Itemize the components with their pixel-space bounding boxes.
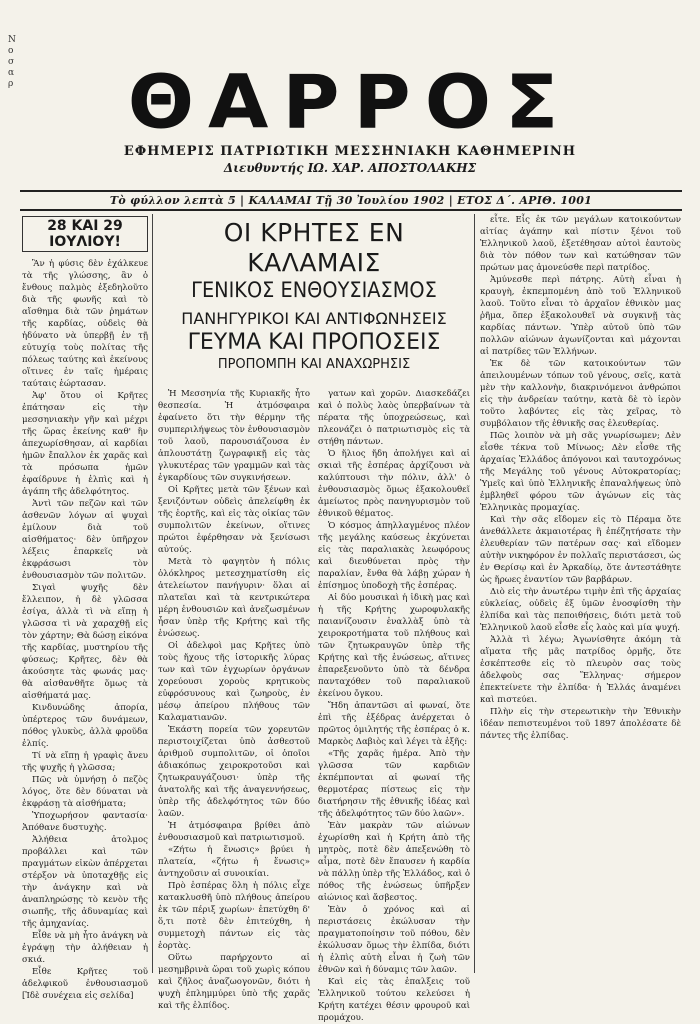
paragraph: Καὶ τὴν σᾶς εἴδομεν εἰς τὸ Πέραμα ὅτε ἀνεθάλλετε ἀκμαιοτέρας ἢ ἐπέζητήσατε τὴν ἐλευθερίαν τῶν πατέρων σας· καὶ εἴδομεν αὐτὴν νικηφόρον ἐν πολλαῖς περιστάσεσι, ὡς ἐν Θερίσῳ καὶ ἐν Ἀρκαδίῳ, ὅτε ἀντεστάθητε ὡς ἥρωες ἐναντίον τῶν βαρβάρων.: [480, 515, 681, 585]
paragraph: Ἐκάστη πορεία τῶν χορευτῶν περιστοιχίζεται ὑπὸ ἀσθεστοῦ ἀριθμοῦ συμπολιτῶν, οἱ ὁποῖοι ἀδιακόπως χειροκροτοῦσι καὶ ζητωκραυγάζουσι· ὑπὲρ τῆς ἀνατολῆς καὶ τῆς ἀναγεννήσεως, ὑπὲρ τῆς ἀδελφότητος τῶν δύο λαῶν.: [158, 725, 310, 819]
paragraph: γατων καὶ χορῶν. Διασκεδάζει καὶ ὁ πολὺς λαὸς ὑπερβαίνων τὰ πέρατα τῆς ὑποχρεώσεως, καὶ πλεονάζει ὁ πατριωτισμὸς εἰς τὰ στήθη πάντων.: [318, 389, 470, 447]
paragraph: Πλὴν εἰς τὴν στερεωτικὴν τὴν Ἐθνικὴν ἰδέαν πεπιστευμένοι τοῦ 1897 ἀπολέσατε δὲ πάντες τῆς ἐλπίδας.: [480, 707, 681, 741]
paragraph: Τί νὰ εἴπῃ ἡ γραφὶς ἄνευ τῆς ψυχῆς ἡ γλῶσσα;: [22, 751, 148, 773]
article-deck-3: ΠΡΟΠΟΜΠΗ ΚΑΙ ΑΝΑΧΩΡΗΣΙΣ: [217, 357, 411, 372]
dateline: Τὸ φύλλον λεπτὰ 5 | ΚΑΛΑΜΑΙ Τῇ 30 Ἰουλίου 1902 | ΕΤΟΣ Δ΄. ΑΡΙΘ. 1001: [20, 190, 682, 211]
masthead-director: Διευθυντής ΙΩ. ΧΑΡ. ΑΠΟΣΤΟΛΑΚΗΣ: [223, 161, 477, 175]
paragraph: Εἶθε νὰ μὴ ἦτο ἀνάγκη νὰ ἐγράψῃ τὴν ἀλήθειαν ἡ σκιά.: [22, 931, 148, 965]
left-column-body: [22, 258, 152, 1002]
paragraph: Ἀλλὰ τὶ λέγω; Ἀγωνίσθητε ἀκόμη τὰ αἵματα τῆς μᾶς πατρίδος ὁρμῆς, ὅτε ἐσκέπτεσθε εἰς τὸ πλευρὸν σας τοὺς ἀδελφοὺς σας Ἕλληνας· σήμερον ἐπεκτείνετε τὴν ἐλπίδα· ἡ Ἑλλάς ἀναμένει καὶ πιστεύει.: [480, 635, 681, 705]
masthead-subtitle: ΕΦΗΜΕΡΙΣ ΠΑΤΡΙΩΤΙΚΗ ΜΕΣΣΗΝΙΑΚΗ ΚΑΘΗΜΕΡΙΝΗ: [123, 144, 577, 159]
paragraph: Μετὰ τὸ φαγητὸν ἡ πόλις ὁλόκληρος μετεσχηματίσθη εἰς ἀτελείωτον πανήγυριν· ὅλαι αἱ πλατεῖαι καὶ τὰ κεντρικώτερα μέρη ἐνθουσιῶν καὶ ἀνεζωσμένων ἦσαν ὑπὲρ τῆς Κρήτης καὶ τῆς ἑνώσεως.: [158, 557, 310, 639]
article-deck-1: ΠΑΝΗΓΥΡΙΚΟΙ ΚΑΙ ΑΝΤΙΦΩΝΗΣΕΙΣ: [181, 309, 447, 328]
paragraph: Ἀμύνεσθε περὶ πάτρης. Αὐτὴ εἶναι ἡ κραυγὴ, ἐκπεμπομένη ἀπὸ τοῦ Ἑλληνικοῦ λαοῦ. Τοῦτο εἶναι τὸ ἀρχαῖον ἐθνικὸν μας ῥῆμα, ὅπερ ἐξακολουθεῖ νὰ συγκινῇ τὰς καρδίας πάντων. Ὑπὲρ αὐτοῦ ὑπὸ τῶν πολλῶν αἰώνων ἀγωνίζονται καὶ μάχονται αἱ πατρίδες τῶν Ἑλλήνων.: [480, 275, 681, 357]
masthead-title: ΘΑΡΡΟΣ: [127, 60, 573, 146]
paragraph: Πῶς νὰ ὑμνήσῃ ὁ πεζὸς λόγος, ὅτε δὲν δύναται νὰ ἐκφράσῃ τὰ αἰσθήματα;: [22, 775, 148, 809]
paragraph: Ὁ κόσμος ἀπηλλαγμένος πλέον τῆς μεγάλης καύσεως ἐκχύνεται εἰς τὰς παραλιακὰς λεωφόρους καὶ διευθύνεται πρὸς τὴν παραλίαν, ἔνθα θὰ λάβῃ χώραν ἡ ἐπίσημος ὑποδοχὴ τῆς ἑσπέρας.: [318, 521, 470, 591]
paragraph: Οἱ ἀδελφοὶ μας Κρῆτες ὑπὸ τοὺς ἤχους τῆς ἱστορικῆς λύρας των καὶ τῶν ἐγχωρίων ὀργάνων χορεύουσι χοροὺς κρητικοὺς εὐφρόσυνους καὶ ζωηροὺς, ἐν μέσῳ ἀπείρου πλήθους τῶν Καλαματιανῶν.: [158, 641, 310, 723]
right-column: [474, 214, 681, 973]
article-column-a: [158, 388, 310, 1024]
side-mark: N ο σ α ρ: [8, 35, 16, 89]
paragraph: Καὶ εἰς τὰς ἐπαλξεις τοῦ Ἑλληνικοῦ τούτου κελεύσει ἡ Κρήτη κατέχει θέσιν φρουροῦ καὶ προμάχου.: [318, 977, 470, 1023]
paragraph: Εἶθε Κρῆτες τοῦ ἀδελφικοῦ ἐνθουσιασμοῦ [Ἰδὲ συνέχεια εἰς σελίδα]: [22, 967, 148, 1001]
paragraph: Ἀλήθεια ἀτολμος προβάλλει καὶ τῶν πραγμάτων εἰκὼν ἀπέρχεται στέρξον νὰ ὑποταχθῇς εἰς τὴν ἀνάγκην καὶ νὰ ἀναπληρώσῃς τὸ κενὸν τῆς σιωπῆς, τῆς ἀδυναμίας καὶ τῆς ἀμηχανίας.: [22, 835, 148, 929]
right-column-body: [475, 214, 681, 742]
article-subheadline: ΓΕΝΙΚΟΣ ΕΝΘΟΥΣΙΑΣΜΟΣ: [191, 278, 437, 302]
paragraph: Διὸ εἰς τὴν ἀνωτέρω τιμὴν ἐπὶ τῆς ἀρχαίας εὐκλείας, οὐδεὶς ἐξ ὑμῶν ἐνοσφίσθη τὴν ἐλπίδα καὶ τὰς πεποιθήσεις, διότι μετὰ τοῦ Ἑλληνικοῦ λαοῦ εἶσθε εἷς λαὸς καὶ μία ψυχή.: [480, 587, 681, 633]
main-article: [158, 214, 470, 1023]
left-column: [22, 214, 153, 1001]
paragraph: Ἐὰν ὁ χρόνος καὶ αἱ περιστάσεις ἐκώλυσαν τὴν πραγματοποίησιν τοῦ πόθου, δὲν ἐκώλυσαν ὅμως τὴν ἐλπίδα, διότι ἡ ἐλπὶς αὐτὴ εἶναι ἡ ζωὴ τῶν ἐθνῶν καὶ ἡ δύναμις τῶν λαῶν.: [318, 905, 470, 975]
paragraph: Ὁ ἥλιος ἤδη ἀπολήγει καὶ αἱ σκιαὶ τῆς ἑσπέρας ἀρχίζουσι νὰ καλύπτουσι τὴν πόλιν, ἀλλ' ὁ ἐνθουσιασμὸς ὅμως ἐξακολουθεῖ ἀμείωτος πρὸς πανηγυρισμὸν τοῦ ἐθνικοῦ θέματος.: [318, 449, 470, 519]
paragraph: Σιγαὶ ψυχῆς δὲν ἔλλειπον, ἡ δὲ γλῶσσα ἐσίγα, ἀλλὰ τὶ νὰ εἴπῃ ἡ γλῶσσα τὶ νὰ χαραχθῇ εἰς τὸν χάρτην; Θὰ δώσῃ εἰκόνα τῆς καρδίας, μυστηρίου τῆς φύσεως; Κρῆτες, δὲν θὰ ἀκούσητε τὰς φωνάς μας· θὰ αἰσθανθῆτε ὅμως τὰ αἰσθήματά μας.: [22, 583, 148, 701]
paragraph: Κινδυνώδης ἀπορία, ὑπέρτερος τῶν δυνάμεων, πόθος γλυκὺς, ἀλλὰ φροῦδα ἐλπίς.: [22, 703, 148, 749]
paragraph: Ἐκ δὲ τῶν κατοικούντων τῶν ἀπειλουμένων τόπων τοῦ γένους, σεῖς, κατὰ μὲν τὴν καλλονὴν, διακρινόμενοι ἀνθρώποι εἰς τὴν ἀνδρείαν ταύτην, κατὰ δὲ τὸ ἱερὸν τοῦτο λαβόντες εἰς τὰς χεῖρας, τὸ συμβόλαιον τῆς ἐθνικῆς σας ἐλευθερίας.: [480, 359, 681, 429]
paragraph: Ἐὰν μακρὰν τῶν αἰώνων ἐχωρίσθη καὶ ἡ Κρήτη ἀπὸ τῆς μητρὸς, ποτὲ δὲν ἀπεξενώθη τὸ αἷμα, ποτὲ δὲν ἔπαυσεν ἡ καρδία νὰ πάλλῃ ὑπὲρ τῆς Ἑλλάδος, καὶ ὁ πόθος τῆς ἑνώσεως ὑπῆρξεν αἰώνιος καὶ ἄσβεστος.: [318, 821, 470, 903]
paragraph: Αἱ δύο μουσικαὶ ἡ ἰδικὴ μας καὶ ἡ τῆς Κρήτης χωροφυλακῆς παιανίζουσιν ἐναλλὰξ ὑπὸ τὰ χειροκροτήματα τοῦ πλήθους καὶ τῶν ζητωκραυγῶν ὑπὲρ τῆς Κρήτης καὶ τῆς ἑνώσεως, αἵτινες ἐπαρεξενοῦντο ὑπὸ τὰ δένδρα πανταχόθεν τοῦ παραλιακοῦ ἐκείνου ὄγκου.: [318, 593, 470, 699]
paragraph: Ὑποχωρήσον φαντασία· Ἀπόθανε δυστυχὴς.: [22, 811, 148, 833]
paragraph: Ἤδη ἀπαντῶσι αἱ φωναί, ὅτε ἐπὶ τῆς ἐξέδρας ἀνέρχεται ὁ πρῶτος ὁμιλητής τῆς ἑσπέρας ὁ κ. Μαρκὸς Δαβιὸς καὶ λέγει τὰ ἑξῆς:: [318, 701, 470, 747]
paragraph: Ἂν ἡ φύσις δὲν ἐχάλκευε τὰ τῆς γλώσσης, ἂν ὁ ἔνθους παλμὸς ἐξεδηλοῦτο διὰ τῆς φωνῆς καὶ τὸ αἴσθημα διὰ τῶν ῥημάτων τῆς καρδίας, οὐδεὶς θὰ ἠδύνατο νὰ ὑπερβῇ ἐν τῇ εὐτυχίᾳ τοὺς πολίτας τῆς πόλεως ταύτης καὶ ἐκείνους οἵτινες ἐν ταῖς ἡμέραις ταύταις ἑώρτασαν.: [22, 259, 148, 389]
article-headline: ΟΙ ΚΡΗΤΕΣ ΕΝ ΚΑΛΑΜΑΙΣ: [223, 218, 405, 277]
article-deck-2: ΓΕΥΜΑ ΚΑΙ ΠΡΟΠΟΣΕΙΣ: [187, 330, 441, 355]
paragraph: Ἀφ' ὅτου οἱ Κρῆτες ἐπάτησαν εἰς τὴν μεσσηνιακὴν γῆν καὶ μέχρι τῆς ὥρας ἐκείνης καθ' ἣν ἀπεχωρίσθησαν, αἱ καρδίαι ἡμῶν ἔπαλλον ἐκ χαρᾶς καὶ τὰ πρόσωπα ἡμῶν ἐφαίδρυνε ἡ ἐλπὶς καὶ ἡ ἀγάπη τῆς ἀδελφότητος.: [22, 391, 148, 497]
paragraph: Πῶς λοιπὸν νὰ μὴ σᾶς γνωρίσωμεν; Δὲν εἶσθε τέκνα τοῦ Μίνωος; Δὲν εἶσθε τῆς ἀρχαίας Ἑλλάδος ἀπόγονοι καὶ ταυτοχρόνως τῆς Μεγάλης τοῦ γένους Αὐτοκρατορίας; Ὑμεῖς καὶ ὑπὸ Ἑλληνικῆς ἐπαναλήψεως ὑπὸ ἐμβληθεῖ φόρου τῶν ἀγώνων εἰς τὰς Ἑλληνικὰς προμαχίας.: [480, 431, 681, 513]
paragraph: Ἡ ἀτμόσφαιρα βρίθει ἀπὸ ἐνθουσιασμοῦ καὶ πατριωτισμοῦ.: [158, 821, 310, 843]
paragraph: Οὕτω παρήρχοντο αἱ μεσημβρινὰ ὥραι τοῦ χωρὶς κόπου καὶ ζῆλος ἀναζωογονῶν, διότι ἡ ψυχὴ ἐπλημμύρει ὑπὸ τῆς χαρᾶς καὶ τῆς ἐλπίδος.: [158, 953, 310, 1011]
paragraph: «Ζήτω ἡ ἕνωσις» βρύει ἡ πλατεία, «ζήτω ἡ ἕνωσις» ἀντηχοῦσιν αἱ συνοικίαι.: [158, 845, 310, 879]
paragraph: Πρὸ ἑσπέρας ὅλη ἡ πόλις εἶχε κατακλυσθῆ ὑπὸ πλήθους ἀπείρου ἐκ τῶν πέριξ χωρίων· ἐπετύχθη δ' ὅ,τι ποτὲ δὲν ἐπιτεύχθη, ἡ συμμετοχὴ πάντων εἰς τὰς ἑορτὰς.: [158, 881, 310, 951]
paragraph: εἶτε. Εἷς ἐκ τῶν μεγάλων κατοικούντων αἰτίας ἀγάπην καὶ πίστιν ξένοι τοῦ Ἑλληνικοῦ λαοῦ, ἐξετέθησαν αὐτοὶ ἑαυτοὺς διὰ τὸν πόθον των καὶ κατώθησαν τῶν πρώτων μας ἀμονεύσθε περὶ πατρίδος.: [480, 215, 681, 273]
paragraph: Ἀντὶ τῶν πεζῶν καὶ τῶν ἀσθενῶν λόγων αἱ ψυχαὶ ἐμίλουν διὰ τοῦ αἰσθήματος· δὲν ὑπῆρχον λέξεις ἐπαρκεῖς νὰ ἐκφράσωσι τὸν ἐνθουσιασμὸν τῶν πολιτῶν.: [22, 499, 148, 581]
article-body: [158, 388, 470, 1024]
paragraph: «Τῆς χαρᾶς ἡμέρα. Ἀπὸ τὴν γλῶσσα τῶν καρδιῶν ἐκπέμπονται αἱ φωναί τῆς θερμοτέρας πίστεως εἰς τὴν διατήρησιν τῆς ἐθνικῆς ἰδέας καὶ τῆς ἀδελφότητος τῶν δύο λαῶν».: [318, 749, 470, 819]
paragraph: Οἱ Κρῆτες μετὰ τῶν ξένων καὶ ξενιζόντων οὐδεὶς ἀπελείφθη ἐκ τῆς ἑορτῆς, καὶ εἰς τὰς οἰκίας τῶν συμπολιτῶν ἐκείνων, οἵτινες πρώτοι ἐφέρθησαν νὰ ξενίσωσι αὐτούς.: [158, 485, 310, 555]
left-column-headline: 28 ΚΑΙ 29 ΙΟΥΛΙΟΥ!: [22, 216, 148, 252]
article-column-b: [318, 388, 470, 1024]
masthead: [20, 60, 680, 175]
paragraph: Ἡ Μεσσηνία τῆς Κυριακῆς ἦτο θεσπεσία. Ἡ ἀτμόσφαιρα ἐφαίνετο ὅτι τὴν θέρμην τῆς συμπεριλήψεως τὸν ἐνθουσιασμὸν τοῦ λαοῦ, παρουσιάζουσα ἐν ἀπλουστάτῃ ζωγραφικῇ εἰς τὰς γλυκυτέρας τῶν γραμμῶν καὶ τὰς ἐγκαρδίους τῶν συγκινήσεων.: [158, 389, 310, 483]
